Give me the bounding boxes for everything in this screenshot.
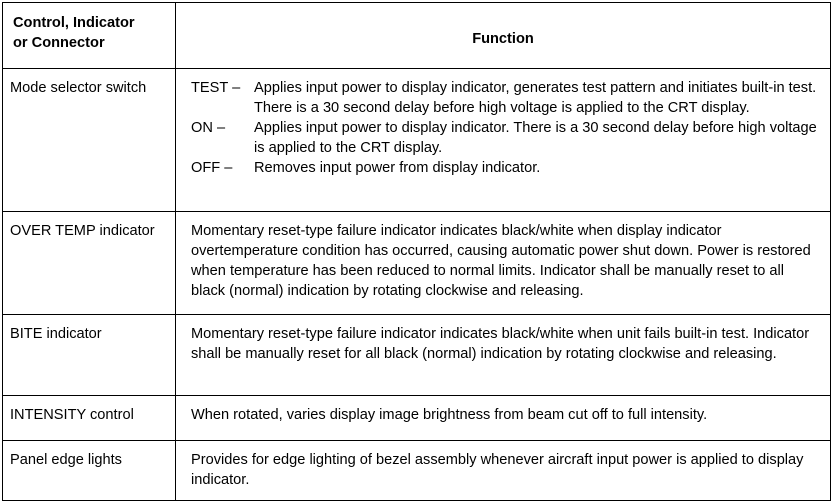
function-cell: Momentary reset-type failure indicator indicates black/white when unit fails built-in test. Indicator shall be manually reset for all black (normal) indication by rotating clockwise and releasing. xyxy=(176,314,831,395)
column-header-control-line2: or Connector xyxy=(13,35,105,51)
column-header-control xyxy=(3,3,176,69)
mode-description: Applies input power to display indicator, generates test pattern and initiates built-in test. There is a 30 second delay before high voltage is applied to the CRT display. xyxy=(254,80,817,117)
function-cell: Provides for edge lighting of bezel assembly whenever aircraft input power is applied to display indicator. xyxy=(176,440,831,500)
mode-key: OFF – xyxy=(191,160,233,177)
control-cell: BITE indicator xyxy=(3,314,176,395)
table-row xyxy=(3,314,831,395)
table-row xyxy=(3,69,831,212)
control-cell: Panel edge lights xyxy=(3,440,176,500)
table-header-row xyxy=(3,3,831,69)
mode-entry xyxy=(191,78,820,118)
table-row xyxy=(3,212,831,315)
function-cell: When rotated, varies display image brightness from beam cut off to full intensity. xyxy=(176,396,831,440)
control-cell: OVER TEMP indicator xyxy=(3,212,176,315)
mode-entry xyxy=(191,158,820,178)
controls-indicators-table xyxy=(2,2,831,501)
control-cell: Mode selector switch xyxy=(3,69,176,212)
mode-key: ON – xyxy=(191,120,226,137)
mode-entry xyxy=(191,118,820,158)
mode-key: TEST – xyxy=(191,80,241,97)
table-row xyxy=(3,396,831,440)
column-header-function: Function xyxy=(176,3,831,69)
control-cell: INTENSITY control xyxy=(3,396,176,440)
function-cell: Momentary reset-type failure indicator indicates black/white when display indicator overtemperature condition has occurred, causing automatic power shut down. Power is restored when temperature has been reduced to normal limits. Indicator shall be manually reset to all black (normal) indication by rotating clockwise and releasing. xyxy=(176,212,831,315)
mode-description: Removes input power from display indicator. xyxy=(254,160,541,177)
function-cell xyxy=(176,69,831,212)
column-header-control-line1: Control, Indicator xyxy=(13,15,135,31)
table-row xyxy=(3,440,831,500)
mode-description: Applies input power to display indicator. There is a 30 second delay before high voltage is applied to the CRT display. xyxy=(254,120,817,157)
